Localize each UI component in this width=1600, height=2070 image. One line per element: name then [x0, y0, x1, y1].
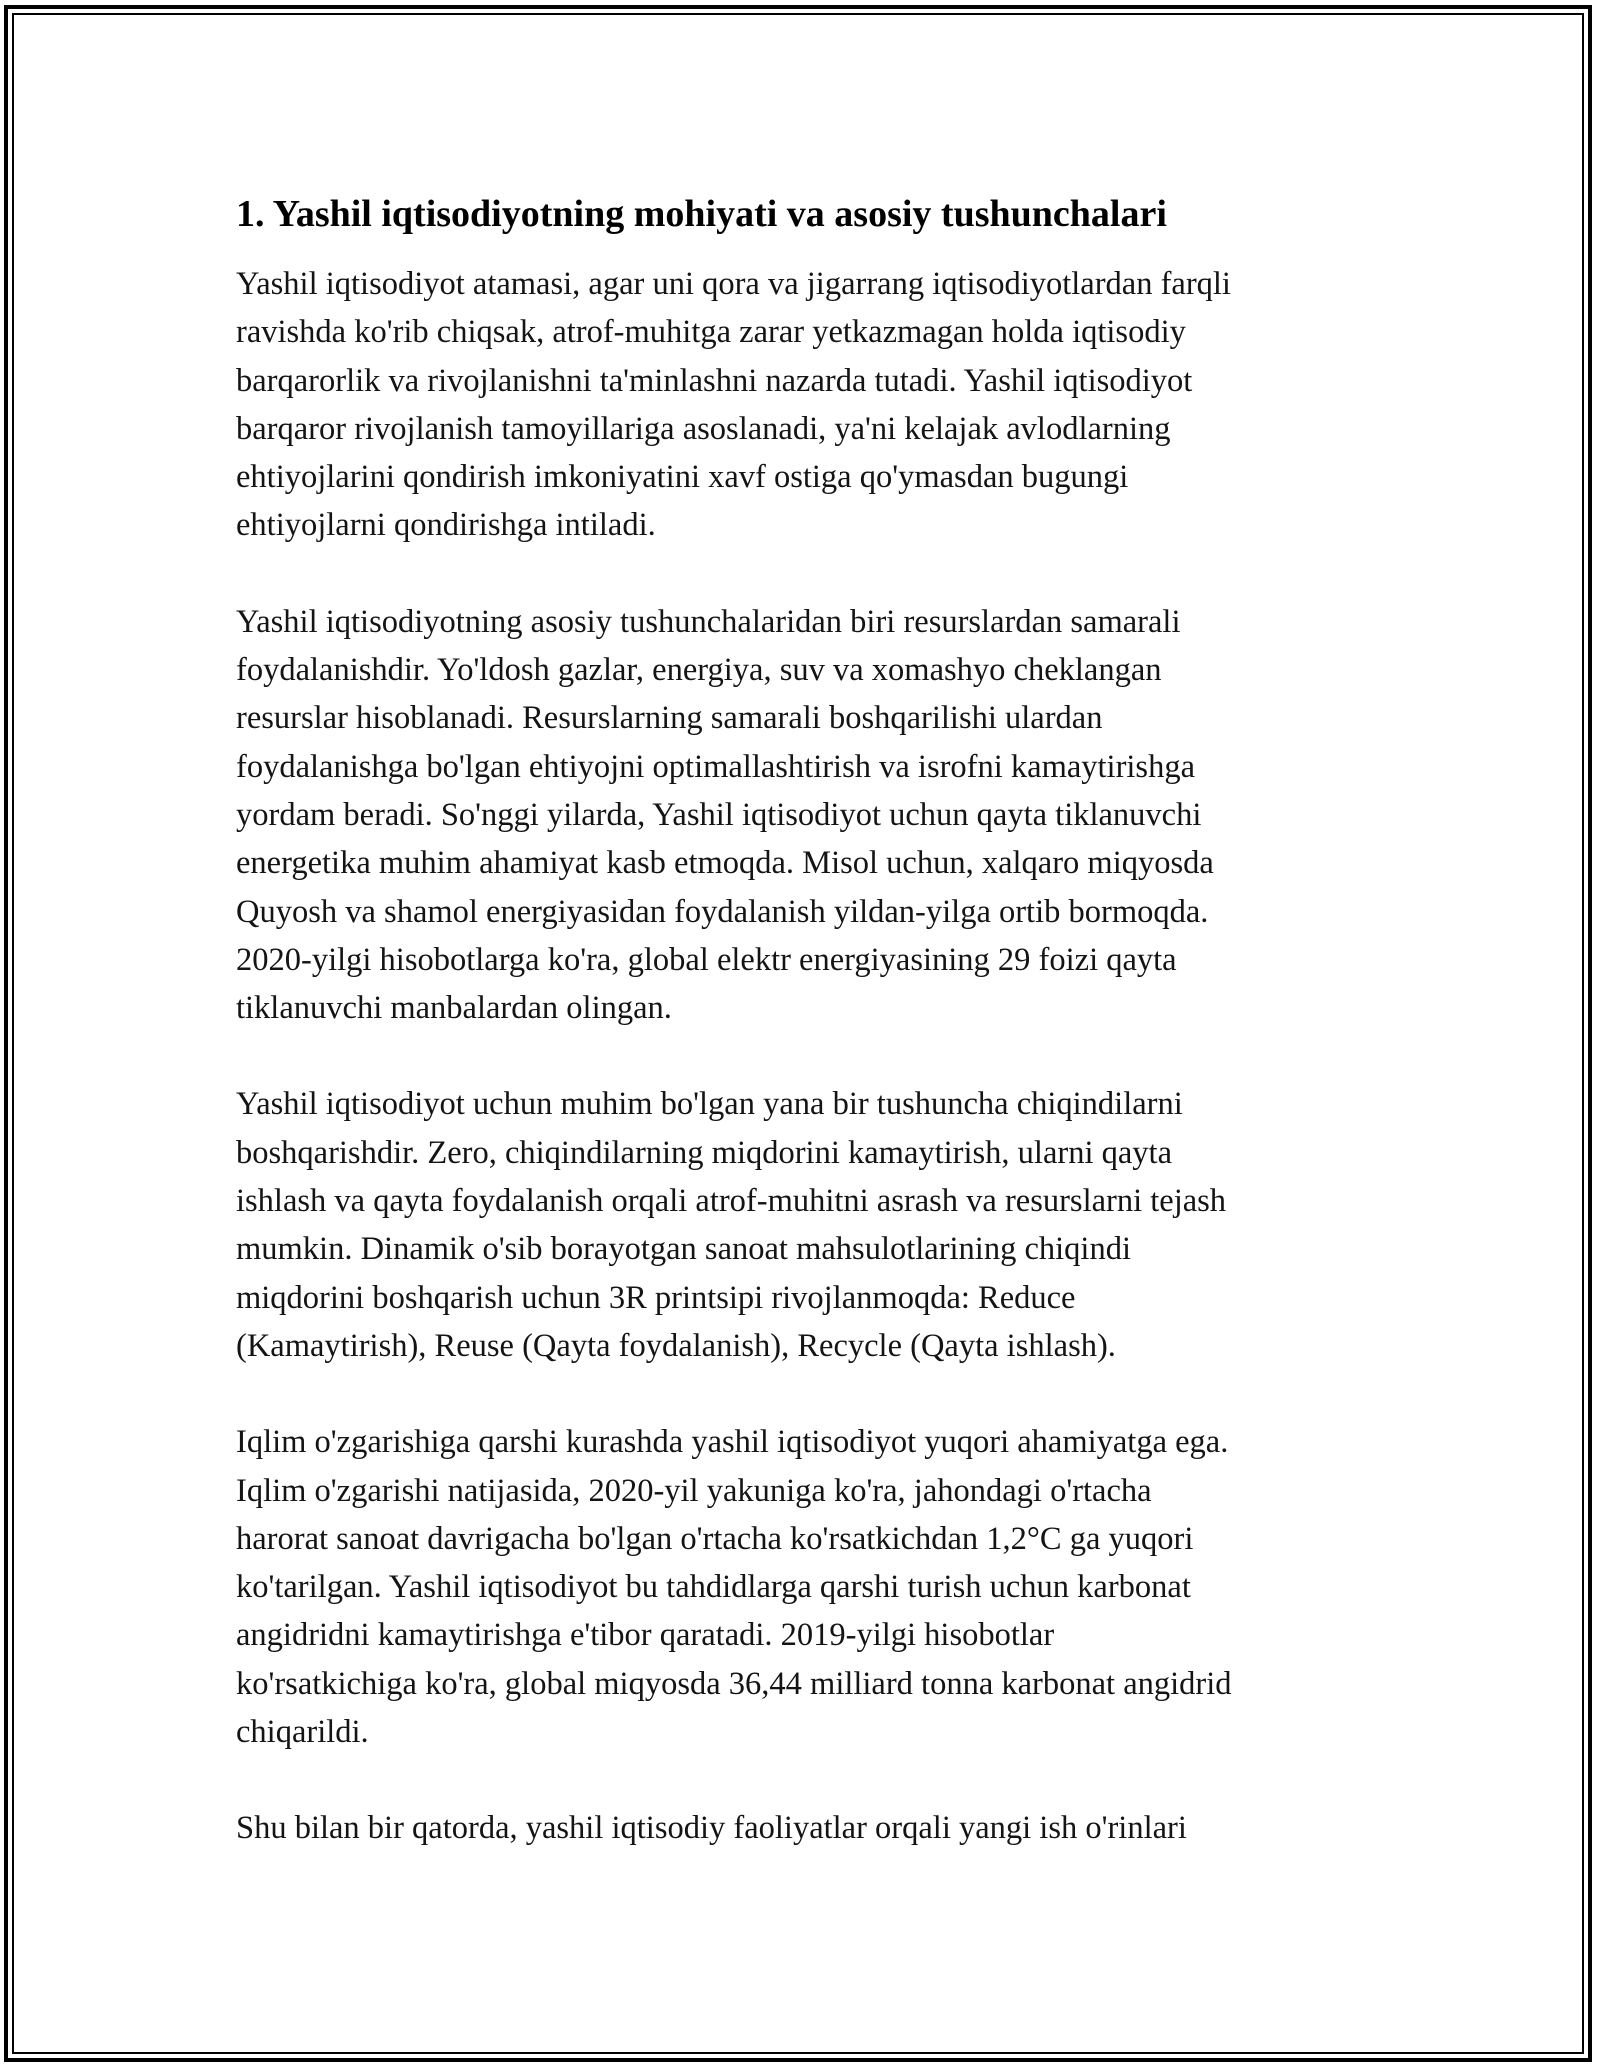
paragraph-line: barqaror rivojlanish tamoyillariga asoslanadi, ya'ni kelajak avlodlarning [236, 410, 1171, 447]
paragraph-line: ishlash va qayta foydalanish orqali atrof-muhitni asrash va resurslarni tejash [236, 1183, 1227, 1220]
paragraph-line: Quyosh va shamol energiyasidan foydalanish yildan-yilga ortib bormoqda. [236, 893, 1209, 930]
paragraph-line: (Kamaytirish), Reuse (Qayta foydalanish), Recycle (Qayta ishlash). [236, 1327, 1116, 1364]
paragraph-line: miqdorini boshqarish uchun 3R printsipi rivojlanmoqda: Reduce [236, 1279, 1076, 1316]
paragraph-5 [236, 1804, 1376, 1852]
paragraph-line: foydalanishdir. Yo'ldosh gazlar, energiya, suv va xomashyo cheklangan [236, 652, 1162, 689]
section-heading: 1. Yashil iqtisodiyotning mohiyati va asosiy tushunchalari [236, 193, 1167, 235]
paragraph-line: boshqarishdir. Zero, chiqindilarning miqdorini kamaytirish, ularni qayta [236, 1134, 1172, 1171]
paragraph-line: ko'tarilgan. Yashil iqtisodiyot bu tahdidlarga qarshi turish uchun karbonat [236, 1569, 1191, 1606]
document-content [236, 188, 1376, 1901]
paragraph-line: energetika muhim ahamiyat kasb etmoqda. Misol uchun, xalqaro miqyosda [236, 845, 1214, 882]
paragraph-line: resurslar hisoblanadi. Resurslarning samarali boshqarilishi ulardan [236, 700, 1103, 737]
paragraph-line: ravishda ko'rib chiqsak, atrof-muhitga zarar yetkazmagan holda iqtisodiy [236, 314, 1186, 351]
paragraph-line: ehtiyojlarni qondirishga intiladi. [236, 507, 656, 544]
paragraph-line: foydalanishga bo'lgan ehtiyojni optimallashtirish va isrofni kamaytirishga [236, 748, 1196, 785]
paragraph-line: barqarorlik va rivojlanishni ta'minlashni nazarda tutadi. Yashil iqtisodiyot [236, 362, 1193, 399]
paragraph-line: angidridni kamaytirishga e'tibor qaratadi. 2019-yilgi hisobotlar [236, 1617, 1055, 1654]
paragraph-line: ehtiyojlarini qondirish imkoniyatini xavf ostiga qo'ymasdan bugungi [236, 459, 1129, 496]
paragraph-line: 2020-yilgi hisobotlarga ko'ra, global elektr energiyasining 29 foizi qayta [236, 941, 1177, 978]
paragraph-line: mumkin. Dinamik o'sib borayotgan sanoat mahsulotlarining chiqindi [236, 1231, 1131, 1268]
paragraph-line: chiqarildi. [236, 1714, 369, 1751]
paragraph-line: harorat sanoat davrigacha bo'lgan o'rtacha ko'rsatkichdan 1,2°C ga yuqori [236, 1520, 1194, 1557]
paragraph-3 [236, 1080, 1376, 1370]
paragraph-line: Yashil iqtisodiyotning asosiy tushunchalaridan biri resurslardan samarali [236, 603, 1181, 640]
paragraph-4 [236, 1418, 1376, 1756]
paragraph-line: yordam beradi. So'nggi yilarda, Yashil iqtisodiyot uchun qayta tiklanuvchi [236, 796, 1202, 833]
paragraph-1 [236, 260, 1376, 550]
paragraph-line: Iqlim o'zgarishi natijasida, 2020-yil yakuniga ko'ra, jahondagi o'rtacha [236, 1472, 1152, 1509]
paragraph-line: Yashil iqtisodiyot uchun muhim bo'lgan yana bir tushuncha chiqindilarni [236, 1086, 1183, 1123]
paragraph-line: Yashil iqtisodiyot atamasi, agar uni qora va jigarrang iqtisodiyotlardan farqli [236, 266, 1231, 302]
paragraph-line: Shu bilan bir qatorda, yashil iqtisodiy faoliyatlar orqali yangi ish o'rinlari [236, 1810, 1187, 1847]
paragraph-line: Iqlim o'zgarishiga qarshi kurashda yashil iqtisodiyot yuqori ahamiyatga ega. [236, 1424, 1229, 1461]
paragraph-2 [236, 598, 1376, 1033]
paragraph-line: ko'rsatkichiga ko'ra, global miqyosda 36,44 milliard tonna karbonat angidrid [236, 1665, 1232, 1702]
paragraph-line: tiklanuvchi manbalardan olingan. [236, 990, 672, 1027]
body-text [236, 260, 1376, 1853]
